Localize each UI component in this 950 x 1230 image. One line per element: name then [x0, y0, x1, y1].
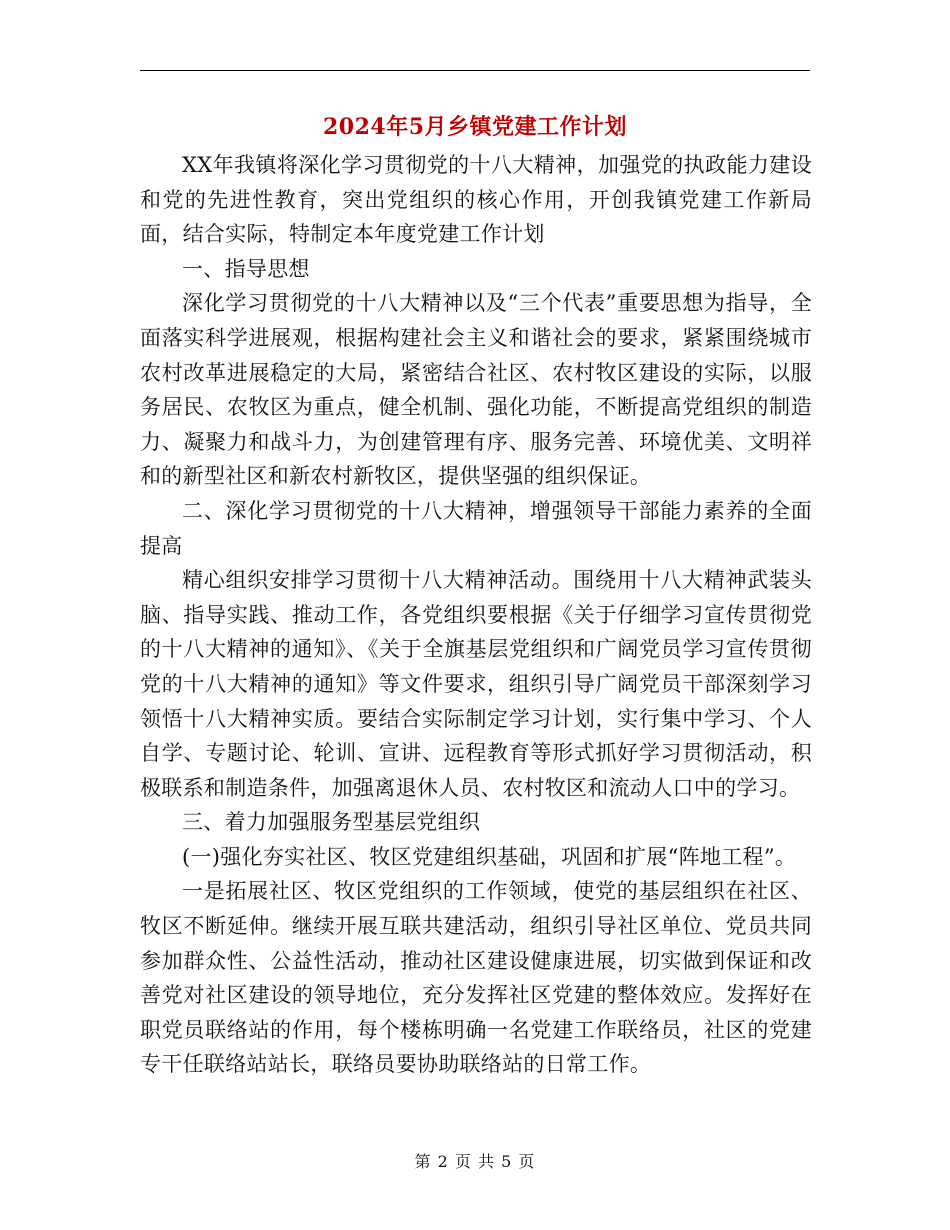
heading-guiding-ideology: 一、指导思想: [182, 256, 310, 281]
subheading-strengthen-foundation: (一)强化夯实社区、牧区党建组织基础，巩固和扩展“阵地工程”。: [182, 844, 797, 869]
header-rule: [140, 70, 810, 71]
paragraph-study-spirit: 精心组织安排学习贯彻十八大精神活动。围绕用十八大精神武装头脑、指导实践、推动工作，各党组织要根据《关于仔细学习宣传贯彻党的十八大精神的通知》、《关于全旗基层党组织和广阔党员学习宣传贯彻党的十八大精神的通知》等文件要求，组织引导广阔党员干部深刻学习领悟十八大精神实质。要结合实际制定学习计划，实行集中学习、个人自学、专题讨论、轮训、宣讲、远程教育等形式抓好学习贯彻活动，积极联系和制造条件，加强离退休人员、农村牧区和流动人口中的学习。: [140, 568, 812, 800]
paragraph-intro: XX年我镇将深化学习贯彻党的十八大精神，加强党的执政能力建设和党的先进性教育，突出党组织的核心作用，开创我镇党建工作新局面，结合实际，特制定本年度党建工作计划: [140, 153, 812, 247]
page-number: 第 2 页 共 5 页: [414, 1152, 536, 1171]
heading-service-organization: 三、着力加强服务型基层党组织: [182, 810, 481, 835]
heading-study-spirit: 二、深化学习贯彻党的十八大精神，增强领导干部能力素养的全面提高: [140, 498, 812, 558]
document-body: [140, 148, 812, 1082]
document-title: 2024年5月乡镇党建工作计划: [322, 114, 628, 140]
paragraph-expand-field: 一是拓展社区、牧区党组织的工作领域，使党的基层组织在社区、牧区不断延伸。继续开展互联共建活动，组织引导社区单位、党员共同参加群众性、公益性活动，推动社区建设健康进展，切实做到保证和改善党对社区建设的领导地位，充分发挥社区党建的整体效应。发挥好在职党员联络站的作用，每个楼栋明确一名党建工作联络员，社区的党建专干任联络站站长，联络员要协助联络站的日常工作。: [140, 879, 812, 1077]
paragraph-guiding-ideology: 深化学习贯彻党的十八大精神以及“三个代表”重要思想为指导，全面落实科学进展观，根据构建社会主义和谐社会的要求，紧紧围绕城市农村改革进展稳定的大局，紧密结合社区、农村牧区建设的实际，以服务居民、农牧区为重点，健全机制、强化功能，不断提高党组织的制造力、凝聚力和战斗力，为创建管理有序、服务完善、环境优美、文明祥和的新型社区和新农村新牧区，提供坚强的组织保证。: [140, 291, 812, 489]
